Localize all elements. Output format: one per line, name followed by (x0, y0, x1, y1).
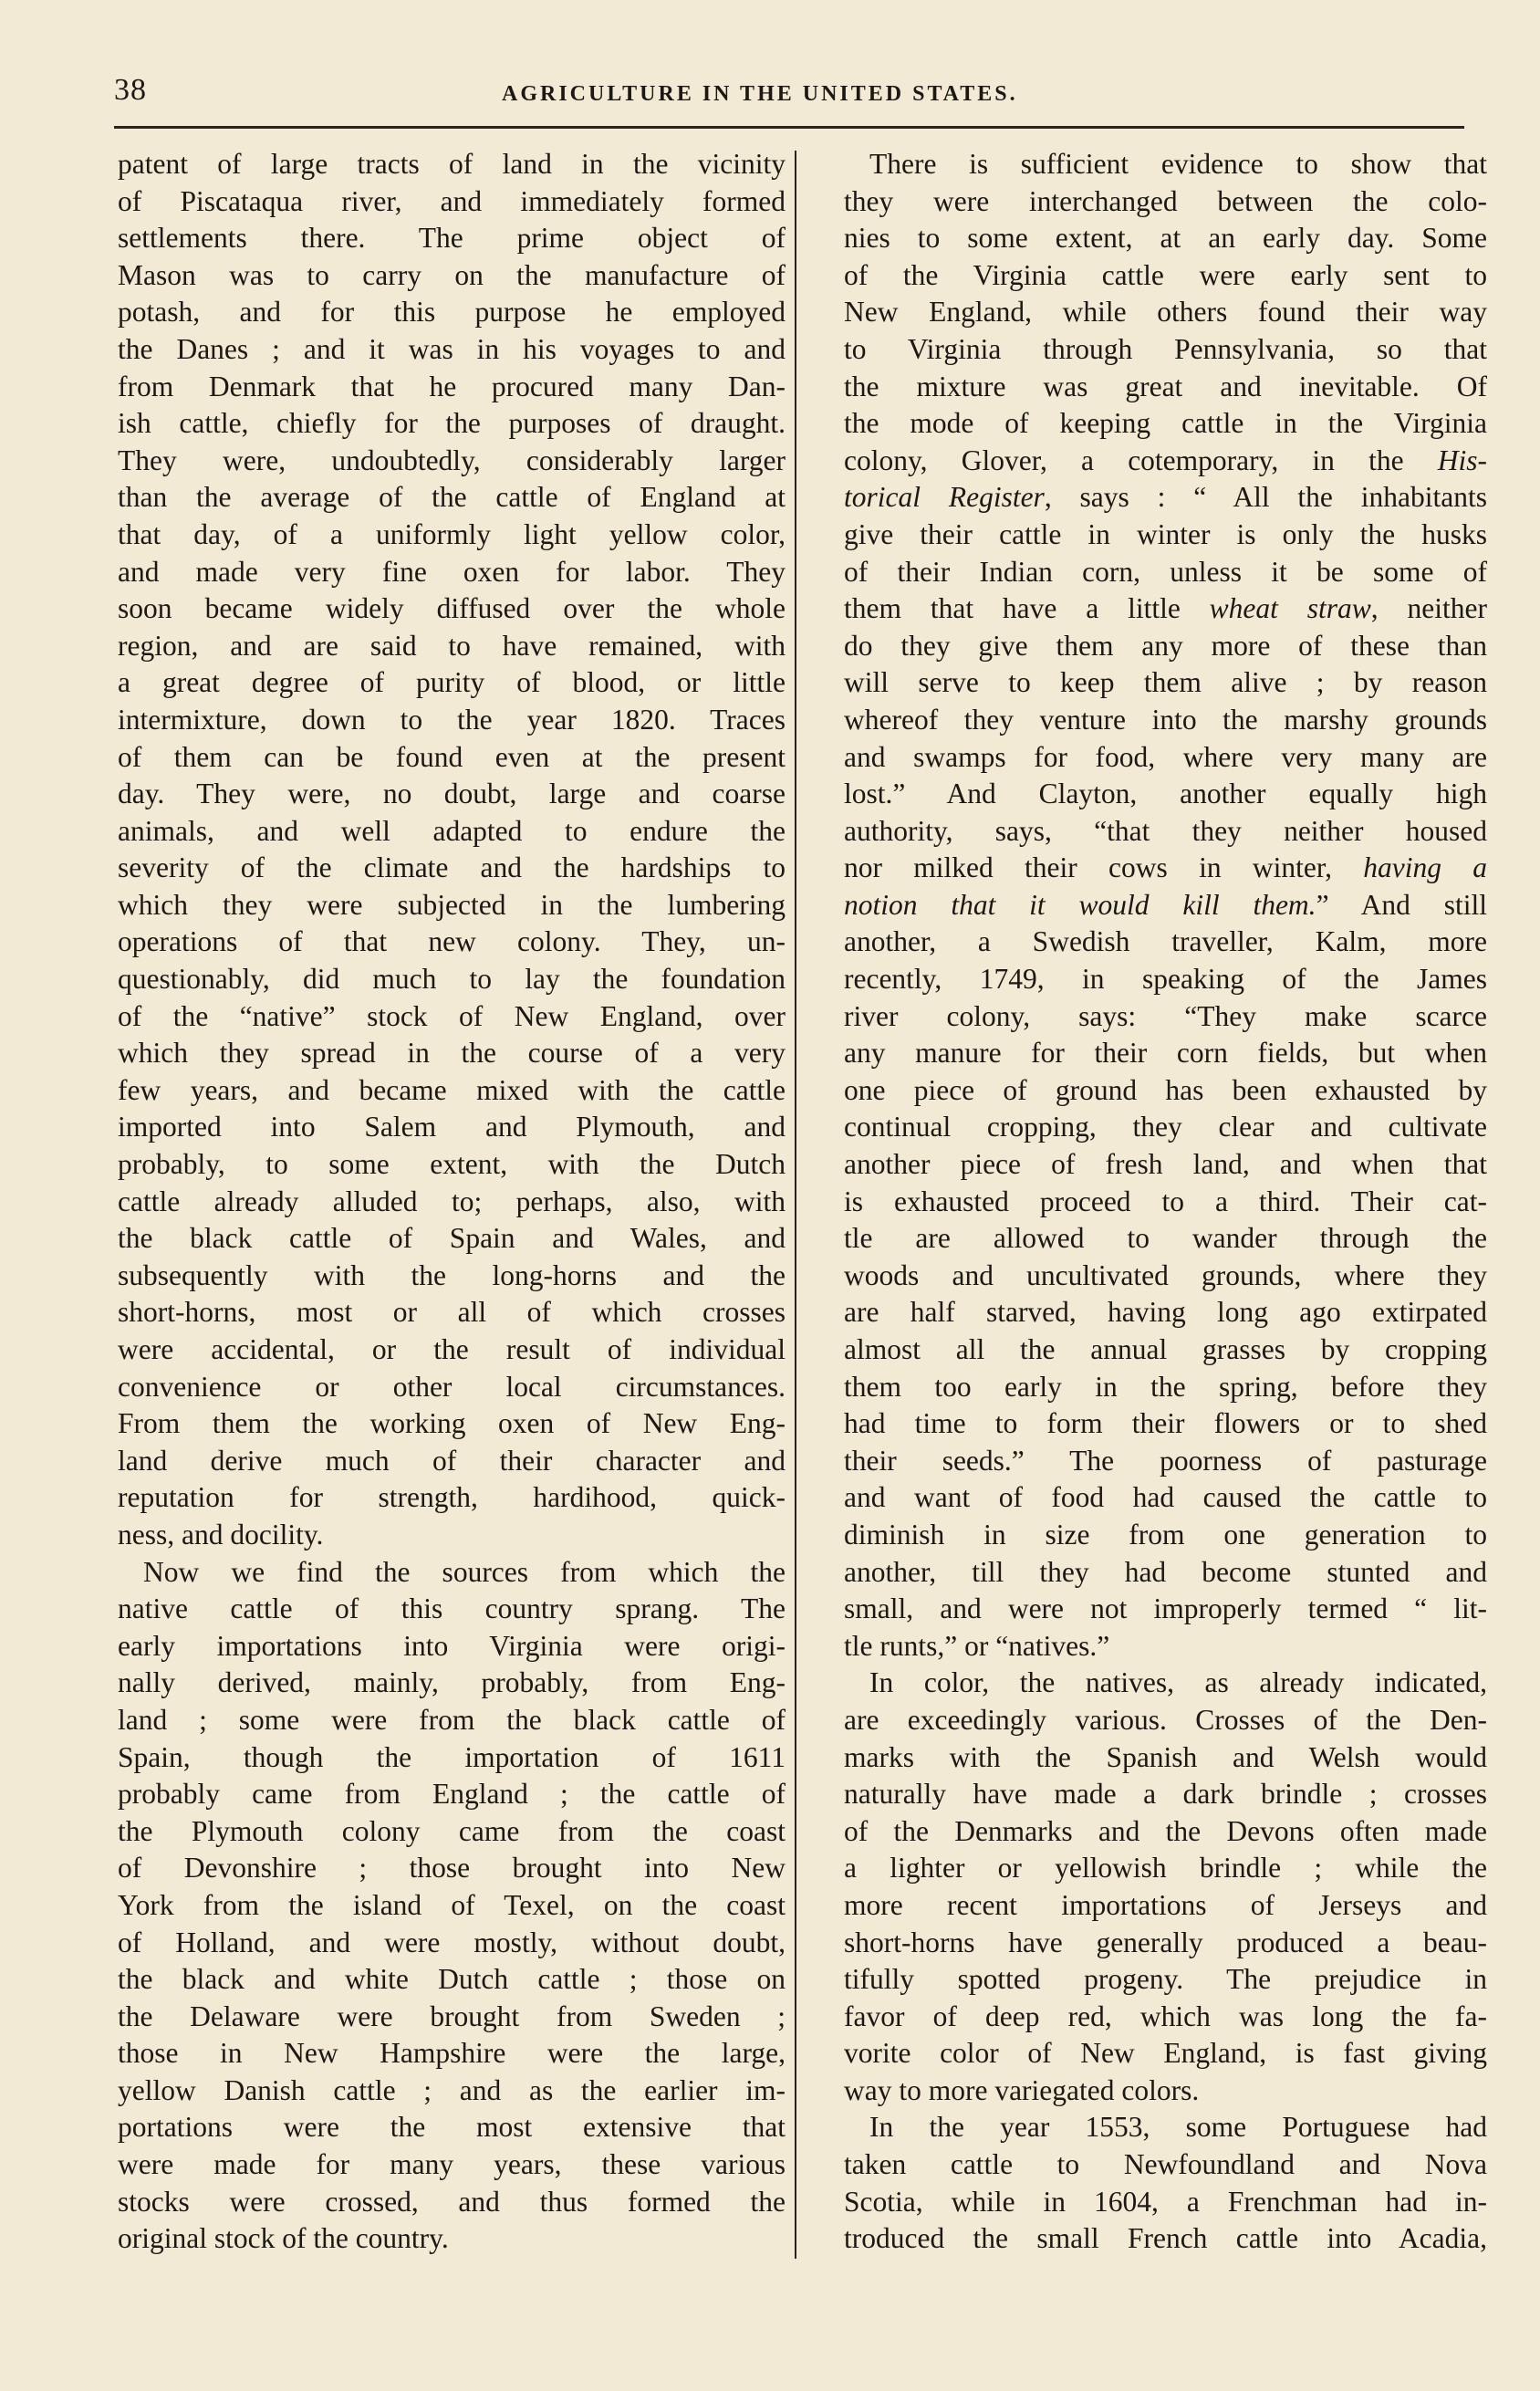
text-line: operations of that new colony. They, un- (118, 925, 786, 958)
text-line: of Holland, and were mostly, without doubt, (118, 1926, 786, 1958)
text-line: naturally have made a dark brindle ; crosses (844, 1778, 1487, 1811)
text-line: one piece of ground has been exhausted by (844, 1073, 1487, 1106)
text-line: York from the island of Texel, on the coast (118, 1888, 786, 1921)
text-line: questionably, did much to lay the foundation (118, 963, 786, 996)
text-line: of the Virginia cattle were early sent to (844, 258, 1487, 291)
text-line: tle runts,” or “natives.” (844, 1629, 1110, 1662)
text-line: troduced the small French cattle into Acadia, (844, 2222, 1487, 2255)
text-line: few years, and became mixed with the cattle (118, 1073, 786, 1106)
text-line: almost all the annual grasses by cropping (844, 1333, 1487, 1365)
text-line: will serve to keep them alive ; by reason (844, 666, 1487, 699)
text-line: soon became widely diffused over the whole (118, 592, 786, 625)
text-line: From them the working oxen of New Eng- (118, 1407, 786, 1440)
text-line: potash, and for this purpose he employed (118, 296, 786, 329)
text-line: whereof they venture into the marshy grounds (844, 703, 1487, 736)
text-line: to Virginia through Pennsylvania, so that (844, 332, 1487, 365)
text-line: land derive much of their character and (118, 1444, 786, 1477)
text-line: Scotia, while in 1604, a Frenchman had in- (844, 2185, 1487, 2218)
text-line: animals, and well adapted to endure the (118, 814, 786, 847)
text-line: short-horns, most or all of which crosses (118, 1296, 786, 1329)
text-line: another piece of fresh land, and when that (844, 1148, 1487, 1181)
text-line: the black cattle of Spain and Wales, and (118, 1222, 786, 1255)
text-line: Mason was to carry on the manufacture of (118, 258, 786, 291)
text-line: lost.” And Clayton, another equally high (844, 778, 1487, 810)
text-line: notion that it would kill them.” And still (844, 888, 1487, 921)
text-line: subsequently with the long-horns and the (118, 1258, 786, 1291)
text-line: nies to some extent, at an early day. Some (844, 222, 1487, 255)
text-line: they were interchanged between the colo- (844, 184, 1487, 217)
text-line: the black and white Dutch cattle ; those on (118, 1963, 786, 1996)
column-divider (795, 151, 796, 2259)
text-line: those in New Hampshire were the large, (118, 2037, 786, 2070)
text-line: from Denmark that he procured many Dan- (118, 370, 786, 402)
text-line: of their Indian corn, unless it be some of (844, 555, 1487, 588)
text-line: small, and were not improperly termed “ lit- (844, 1592, 1487, 1625)
text-line: them that have a little wheat straw, neither (844, 592, 1487, 625)
text-line: convenience or other local circumstances. (118, 1370, 786, 1403)
text-line: early importations into Virginia were origi- (118, 1629, 786, 1662)
text-line: authority, says, “that they neither housed (844, 814, 1487, 847)
text-line: native cattle of this country sprang. The (118, 1592, 786, 1625)
text-line: any manure for their corn fields, but when (844, 1037, 1487, 1070)
text-line: recently, 1749, in speaking of the James (844, 963, 1487, 996)
text-line: yellow Danish cattle ; and as the earlier im- (118, 2073, 786, 2106)
text-line: Spain, though the importation of 1611 (118, 1740, 786, 1773)
text-line: and made very fine oxen for labor. They (118, 555, 786, 588)
text-line: ness, and docility. (118, 1518, 324, 1550)
text-line: torical Register, says : “ All the inhabitants (844, 481, 1487, 514)
text-line: marks with the Spanish and Welsh would (844, 1740, 1487, 1773)
text-line: do they give them any more of these than (844, 629, 1487, 662)
text-line: is exhausted proceed to a third. Their cat- (844, 1185, 1487, 1217)
text-line: portations were the most extensive that (118, 2111, 786, 2144)
text-line: settlements there. The prime object of (118, 222, 786, 255)
text-line: imported into Salem and Plymouth, and (118, 1111, 786, 1143)
text-line: intermixture, down to the year 1820. Traces (118, 703, 786, 736)
text-line: New England, while others found their way (844, 296, 1487, 329)
text-line: were accidental, or the result of individual (118, 1333, 786, 1365)
text-line: probably, to some extent, with the Dutch (118, 1148, 786, 1181)
text-line: and want of food had caused the cattle to (844, 1481, 1487, 1514)
running-head (114, 73, 1464, 119)
text-line: There is sufficient evidence to show that (869, 148, 1487, 180)
text-line: Now we find the sources from which the (143, 1555, 786, 1588)
text-line: cattle already alluded to; perhaps, also, with (118, 1185, 786, 1217)
text-line: favor of deep red, which was long the fa- (844, 1999, 1487, 2032)
text-line: that day, of a uniformly light yellow color, (118, 517, 786, 550)
text-line: are exceedingly various. Crosses of the Den- (844, 1703, 1487, 1736)
text-line: had time to form their flowers or to shed (844, 1407, 1487, 1440)
text-line: ish cattle, chiefly for the purposes of draught. (118, 407, 786, 440)
text-line: their seeds.” The poorness of pasturage (844, 1444, 1487, 1477)
text-line: diminish in size from one generation to (844, 1518, 1487, 1550)
text-line: way to more variegated colors. (844, 2073, 1200, 2106)
page-number: 38 (114, 73, 147, 107)
text-line: tifully spotted progeny. The prejudice in (844, 1963, 1487, 1996)
text-line: of Piscataqua river, and immediately formed (118, 184, 786, 217)
text-line: They were, undoubtedly, considerably larger (118, 444, 786, 476)
left-column (118, 146, 786, 2258)
text-line: probably came from England ; the cattle of (118, 1778, 786, 1811)
text-line: the Delaware were brought from Sweden ; (118, 1999, 786, 2032)
text-line: land ; some were from the black cattle of (118, 1703, 786, 1736)
text-line: them too early in the spring, before they (844, 1370, 1487, 1403)
text-line: of them can be found even at the present (118, 740, 786, 773)
text-line: nally derived, mainly, probably, from Eng- (118, 1666, 786, 1699)
text-line: of Devonshire ; those brought into New (118, 1852, 786, 1885)
text-line: another, a Swedish traveller, Kalm, more (844, 925, 1487, 958)
text-line: river colony, says: “They make scarce (844, 999, 1487, 1032)
text-line: patent of large tracts of land in the vicinity (118, 148, 786, 180)
text-line: In color, the natives, as already indicated, (869, 1666, 1487, 1699)
text-line: of the “native” stock of New England, over (118, 999, 786, 1032)
text-line: which they were subjected in the lumbering (118, 888, 786, 921)
text-line: original stock of the country. (118, 2222, 449, 2255)
text-line: stocks were crossed, and thus formed the (118, 2185, 786, 2218)
text-line: the mixture was great and inevitable. Of (844, 370, 1487, 402)
running-title: AGRICULTURE IN THE UNITED STATES. (502, 82, 1018, 106)
text-line: were made for many years, these various (118, 2148, 786, 2181)
text-line: give their cattle in winter is only the husks (844, 517, 1487, 550)
text-line: nor milked their cows in winter, having a (844, 851, 1488, 884)
text-line: and swamps for food, where very many are (844, 740, 1487, 773)
text-line: the Plymouth colony came from the coast (118, 1814, 786, 1847)
text-line: vorite color of New England, is fast giving (844, 2037, 1487, 2070)
text-line: are half starved, having long ago extirpated (844, 1296, 1487, 1329)
text-line: woods and uncultivated grounds, where they (844, 1258, 1487, 1291)
text-line: a great degree of purity of blood, or little (118, 666, 786, 699)
text-line: day. They were, no doubt, large and coarse (118, 778, 786, 810)
text-line: another, till they had become stunted and (844, 1555, 1487, 1588)
text-line: colony, Glover, a cotemporary, in the His- (844, 444, 1487, 476)
text-line: tle are allowed to wander through the (844, 1222, 1487, 1255)
right-column (844, 146, 1487, 2258)
text-line: In the year 1553, some Portuguese had (869, 2111, 1487, 2144)
text-line: continual cropping, they clear and cultivate (844, 1111, 1487, 1143)
text-line: the mode of keeping cattle in the Virginia (844, 407, 1487, 440)
text-line: which they spread in the course of a very (118, 1037, 786, 1070)
text-line: of the Denmarks and the Devons often made (844, 1814, 1487, 1847)
text-line: reputation for strength, hardihood, quick- (118, 1481, 786, 1514)
text-line: a lighter or yellowish brindle ; while the (844, 1852, 1487, 1885)
text-line: severity of the climate and the hardships to (118, 851, 786, 884)
text-line: than the average of the cattle of England at (118, 481, 786, 514)
text-line: more recent importations of Jerseys and (844, 1888, 1487, 1921)
text-line: short-horns have generally produced a beau- (844, 1926, 1487, 1958)
text-line: the Danes ; and it was in his voyages to and (118, 332, 786, 365)
text-line: region, and are said to have remained, with (118, 629, 786, 662)
text-line: taken cattle to Newfoundland and Nova (844, 2148, 1487, 2181)
header-rule (114, 126, 1464, 129)
